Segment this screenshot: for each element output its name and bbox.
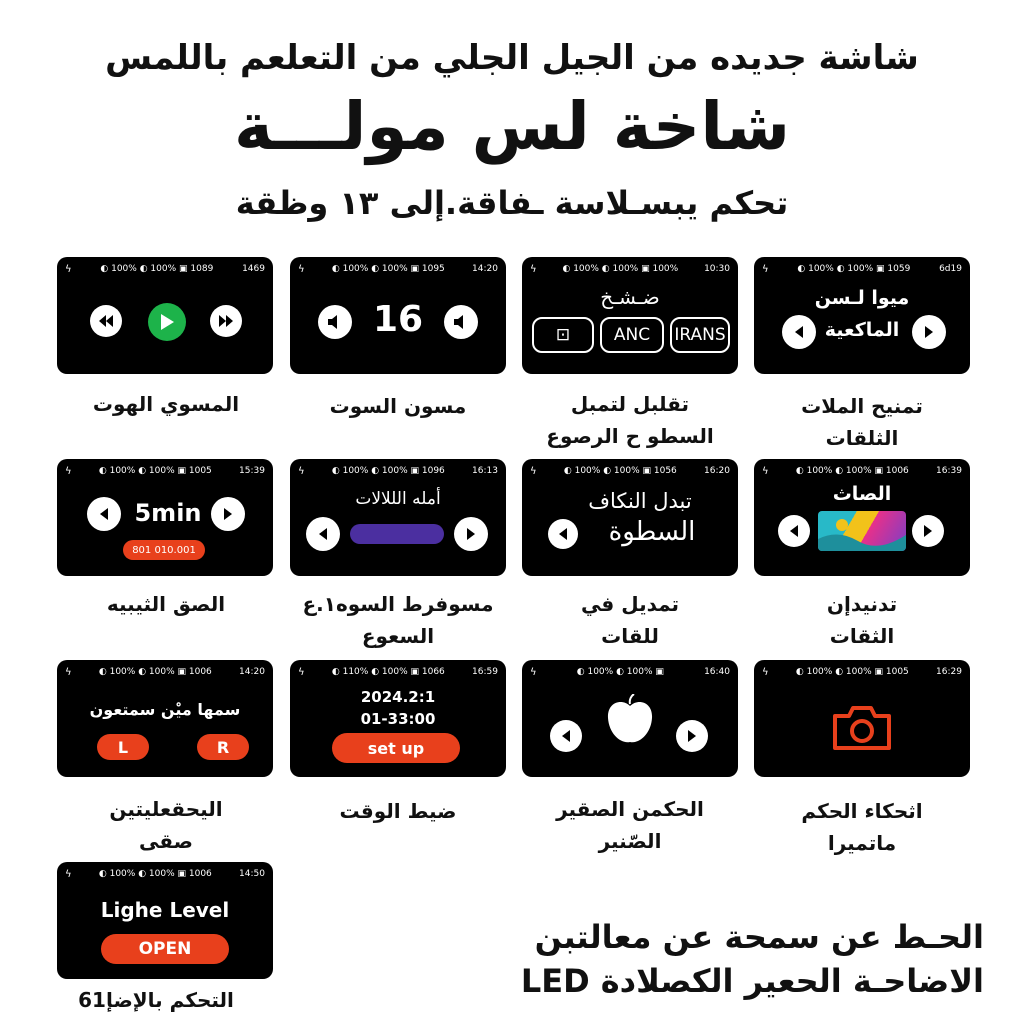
chevron-left-icon bbox=[317, 527, 329, 541]
bolt-icon: ϟ bbox=[530, 264, 537, 275]
bolt-icon: ϟ bbox=[530, 466, 537, 477]
bolt-icon: ϟ bbox=[298, 667, 305, 678]
status-bar: ϟ ◐ 100% ◐ 100% ▣ 1056 16:20 bbox=[530, 466, 730, 480]
mode-anc[interactable]: ANC bbox=[600, 317, 664, 353]
eq-line-2: الماكعية bbox=[824, 319, 900, 341]
status-time: 16:13 bbox=[472, 466, 498, 476]
previous-button[interactable] bbox=[548, 519, 578, 549]
status-time: 14:50 bbox=[239, 869, 265, 879]
camera-icon[interactable] bbox=[831, 704, 893, 752]
header-subtitle: تحكم يبسـلاسة ـفاقة.إلى ١٣ وظقة bbox=[235, 184, 789, 222]
status-time: 16:20 bbox=[704, 466, 730, 476]
status-bar: ϟ ◐ 100% ◐ 100% ▣ 1005 16:29 bbox=[762, 667, 962, 681]
screen-volume bbox=[290, 257, 506, 374]
bolt-icon: ϟ bbox=[298, 466, 305, 477]
status-bar: ϟ ◐ 100% ◐ 100% ▣ 1006 14:20 bbox=[65, 667, 265, 681]
screen-title: أمله الللالات bbox=[355, 489, 441, 509]
status-time: 16:59 bbox=[472, 667, 498, 677]
status-bar: ϟ ◐ 110% ◐ 100% ▣ 1066 16:59 bbox=[298, 667, 498, 681]
timer-badge: 801 010.001 bbox=[123, 540, 205, 560]
screen-camera bbox=[754, 660, 970, 777]
wallpaper-thumbnail[interactable] bbox=[818, 511, 906, 551]
caption-camera: اثحكاء الحكم ماتميرا bbox=[801, 799, 923, 855]
caption-audio-control: المسوي الهوت bbox=[92, 392, 240, 416]
bolt-icon: ϟ bbox=[65, 264, 72, 275]
mode-transparency[interactable]: IRANS bbox=[670, 317, 730, 353]
caption-brightness: مسوفرط السوه١.ع السعوع bbox=[302, 592, 494, 648]
caption-wallpaper: تدنيدإن الثقات bbox=[826, 592, 898, 648]
bolt-icon: ϟ bbox=[762, 466, 769, 477]
caption-light-level: التحكم بالإضإ61 bbox=[78, 988, 234, 1012]
caption-ringtone: الحكمن الصقير الصّنير bbox=[556, 797, 704, 853]
caption-timer: الصق الثيبيه bbox=[106, 592, 226, 616]
status-bar: ϟ ◐ 100% ◐ 100% ▣ 1095 14:20 bbox=[298, 264, 498, 278]
screen-title: Lighe Level bbox=[100, 898, 230, 922]
screen-ringtone bbox=[522, 660, 738, 777]
screen-wallpaper bbox=[754, 459, 970, 576]
screen-title: الصاث bbox=[832, 483, 892, 505]
chevron-left-icon bbox=[560, 729, 572, 743]
screen-title: سمها ميْن سمتعون bbox=[89, 700, 241, 719]
next-button[interactable] bbox=[211, 497, 245, 531]
brightness-bar[interactable] bbox=[350, 524, 444, 544]
caption-switch-mode: تمديل في للقات bbox=[580, 592, 680, 648]
status-bar: ϟ ◐ 100% ◐ 100% ▣ 16:40 bbox=[530, 667, 730, 681]
screen-brightness bbox=[290, 459, 506, 576]
chevron-right-icon bbox=[922, 524, 934, 538]
bolt-icon: ϟ bbox=[65, 466, 72, 477]
apple-icon bbox=[605, 694, 655, 746]
screen-audio-control bbox=[57, 257, 273, 374]
volume-value: 16 bbox=[372, 299, 424, 340]
status-bar: ϟ ◐ 100% ◐ 100% ▣ 1096 16:13 bbox=[298, 466, 498, 480]
speaker-icon bbox=[453, 315, 469, 329]
status-bar: ϟ ◐ 100% ◐ 100% ▣ 100% 10:30 bbox=[530, 264, 730, 278]
next-button[interactable] bbox=[912, 515, 944, 547]
bolt-icon: ϟ bbox=[530, 667, 537, 678]
time-value: 01-33:00 bbox=[360, 710, 436, 728]
bolt-icon: ϟ bbox=[298, 264, 305, 275]
speaker-icon bbox=[327, 315, 343, 329]
bolt-icon: ϟ bbox=[65, 667, 72, 678]
bolt-icon: ϟ bbox=[762, 667, 769, 678]
rewind-icon bbox=[98, 314, 114, 328]
volume-up-button[interactable] bbox=[444, 305, 478, 339]
play-button[interactable] bbox=[148, 303, 186, 341]
fast-forward-icon bbox=[218, 314, 234, 328]
status-time: 14:20 bbox=[239, 667, 265, 677]
caption-noise-mode: تقلبل لتمبل السطو ح الرصوع bbox=[546, 392, 714, 448]
status-time: 6d19 bbox=[939, 264, 962, 274]
chevron-left-icon bbox=[98, 507, 110, 521]
mode-line-2: السطوة bbox=[608, 517, 696, 547]
mode-line-1: تبدل النكاف bbox=[588, 489, 692, 513]
caption-eq-mode: تمنيح الملات الثلقات bbox=[801, 394, 923, 450]
caption-find-earbuds: اليحقعليتين صقى bbox=[109, 797, 223, 853]
chevron-right-icon bbox=[465, 527, 477, 541]
screen-eq-mode bbox=[754, 257, 970, 374]
screen-light-level bbox=[57, 862, 273, 979]
chevron-right-icon bbox=[686, 729, 698, 743]
screen-set-time bbox=[290, 660, 506, 777]
status-time: 1469 bbox=[242, 264, 265, 274]
chevron-right-icon bbox=[222, 507, 234, 521]
chevron-right-icon bbox=[923, 325, 935, 339]
previous-button[interactable] bbox=[306, 517, 340, 551]
status-time: 16:39 bbox=[936, 466, 962, 476]
wallpaper-image bbox=[818, 511, 906, 551]
status-bar: ϟ ◐ 100% ◐ 100% ▣ 1006 16:39 bbox=[762, 466, 962, 480]
status-bar: ϟ ◐ 100% ◐ 100% ▣ 1005 15:39 bbox=[65, 466, 265, 480]
header-title: شاخة لس مولـــة bbox=[233, 88, 791, 165]
play-icon bbox=[159, 313, 175, 331]
previous-button[interactable] bbox=[550, 720, 582, 752]
timer-value: 5min bbox=[134, 499, 202, 527]
screen-noise-mode bbox=[522, 257, 738, 374]
screen-title: ضـشـخ bbox=[600, 285, 660, 309]
status-time: 10:30 bbox=[704, 264, 730, 274]
right-earbud-button[interactable]: R bbox=[197, 734, 249, 760]
next-button[interactable] bbox=[676, 720, 708, 752]
status-time: 16:40 bbox=[704, 667, 730, 677]
status-time: 15:39 bbox=[239, 466, 265, 476]
next-button[interactable] bbox=[210, 305, 242, 337]
footer-line-1: الحـط عن سمحة عن معالتبن bbox=[534, 918, 984, 956]
left-earbud-button[interactable]: L bbox=[97, 734, 149, 760]
chevron-left-icon bbox=[788, 524, 800, 538]
previous-button[interactable] bbox=[87, 497, 121, 531]
eq-line-1: ميوا لـسن bbox=[814, 287, 910, 309]
open-button[interactable]: OPEN bbox=[101, 934, 229, 964]
next-button[interactable] bbox=[454, 517, 488, 551]
status-time: 14:20 bbox=[472, 264, 498, 274]
set-up-button[interactable]: set up bbox=[332, 733, 460, 763]
status-bar: ϟ ◐ 100% ◐ 100% ▣ 1089 1469 bbox=[65, 264, 265, 278]
header-line-1: شاشة جديده من الجيل الجلي من التعلعم باللمس bbox=[105, 38, 919, 78]
caption-volume: مسون السوت bbox=[329, 394, 467, 418]
date-value: 2024.2:1 bbox=[360, 688, 436, 706]
status-bar: ϟ ◐ 100% ◐ 100% ▣ 1006 14:50 bbox=[65, 869, 265, 883]
status-time: 16:29 bbox=[936, 667, 962, 677]
screen-switch-mode bbox=[522, 459, 738, 576]
previous-button[interactable] bbox=[90, 305, 122, 337]
chevron-left-icon bbox=[557, 527, 569, 541]
bolt-icon: ϟ bbox=[762, 264, 769, 275]
screen-find-earbuds bbox=[57, 660, 273, 777]
volume-down-button[interactable] bbox=[318, 305, 352, 339]
bolt-icon: ϟ bbox=[65, 869, 72, 880]
next-button[interactable] bbox=[912, 315, 946, 349]
status-bar: ϟ ◐ 100% ◐ 100% ▣ 1059 6d19 bbox=[762, 264, 962, 278]
previous-button[interactable] bbox=[778, 515, 810, 547]
mode-off[interactable]: ⊡ bbox=[532, 317, 594, 353]
screen-timer bbox=[57, 459, 273, 576]
caption-set-time: ضيط الوقت bbox=[339, 799, 457, 823]
footer-line-2: الاضاحـة الحعير الكصلادة LED bbox=[520, 962, 984, 1000]
